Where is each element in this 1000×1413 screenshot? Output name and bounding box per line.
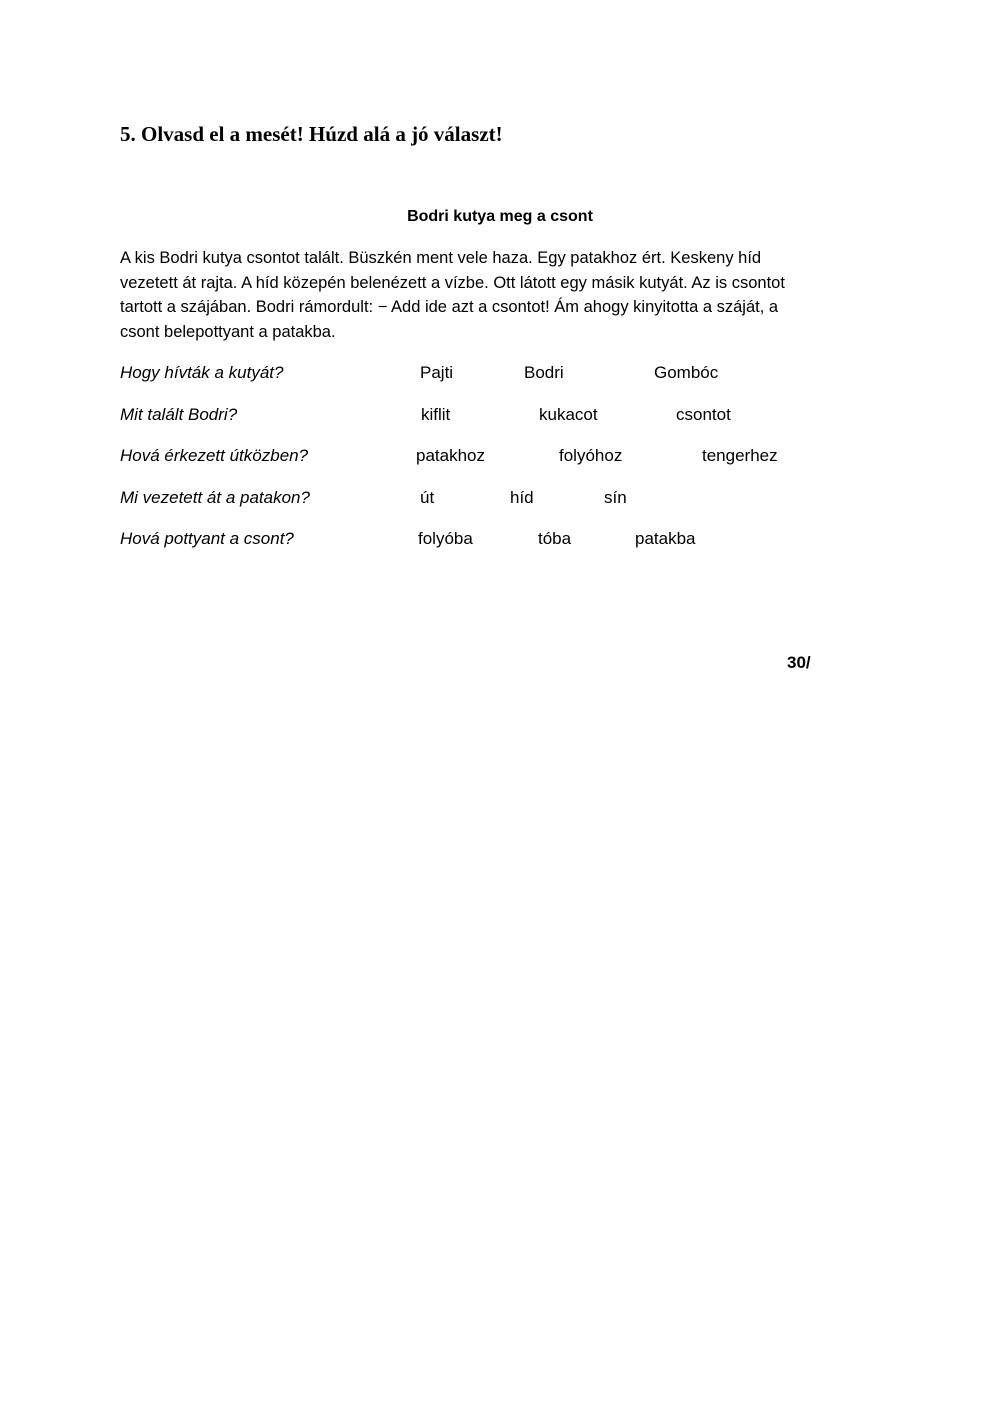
answer-option[interactable]: sín [604, 488, 627, 507]
story-line: csont belepottyant a patakba. [120, 323, 336, 342]
question-row-5 [120, 527, 880, 551]
answer-option[interactable]: híd [510, 488, 534, 507]
question-row-1 [120, 361, 880, 385]
answer-option[interactable]: patakba [635, 529, 696, 548]
question-text: Hová pottyant a csont? [120, 529, 294, 548]
story-text [120, 246, 880, 345]
answer-option[interactable]: folyóhoz [559, 446, 623, 465]
question-text: Hogy hívták a kutyát? [120, 363, 284, 382]
answer-option[interactable]: Bodri [524, 363, 564, 382]
answer-option[interactable]: tóba [538, 529, 572, 548]
task-title: 5. Olvasd el a mesét! Húzd alá a jó választ! [120, 122, 503, 146]
story-line: A kis Bodri kutya csontot talált. Büszkén ment vele haza. Egy patakhoz ért. Keskeny híd [120, 249, 762, 267]
answer-option[interactable]: folyóba [418, 529, 473, 548]
answer-option[interactable]: út [420, 488, 435, 507]
question-text: Hová érkezett útközben? [120, 446, 309, 465]
story-line: vezetett át rajta. A híd közepén belenézett a vízbe. Ott látott egy másik kutyát. Az is csontot [120, 273, 785, 292]
answer-option[interactable]: kukacot [539, 405, 598, 424]
answer-option[interactable]: kiflit [421, 405, 451, 424]
answer-option[interactable]: Pajti [420, 363, 454, 382]
story-line: tartott a szájában. Bodri rámordult: − Add ide azt a csontot! Ám ahogy kinyitotta a száját, a [120, 298, 779, 317]
answer-option[interactable]: Gombóc [654, 363, 719, 382]
question-row-3 [120, 444, 880, 468]
question-row-4 [120, 486, 880, 510]
answer-option[interactable]: csontot [676, 405, 731, 424]
question-text: Mi vezetett át a patakon? [120, 488, 310, 507]
answer-option[interactable]: tengerhez [702, 446, 778, 465]
question-row-2 [120, 403, 880, 427]
score-label: 30/ [787, 653, 811, 672]
answer-option[interactable]: patakhoz [416, 446, 485, 465]
question-text: Mit talált Bodri? [120, 405, 238, 424]
story-title: Bodri kutya meg a csont [407, 208, 593, 225]
